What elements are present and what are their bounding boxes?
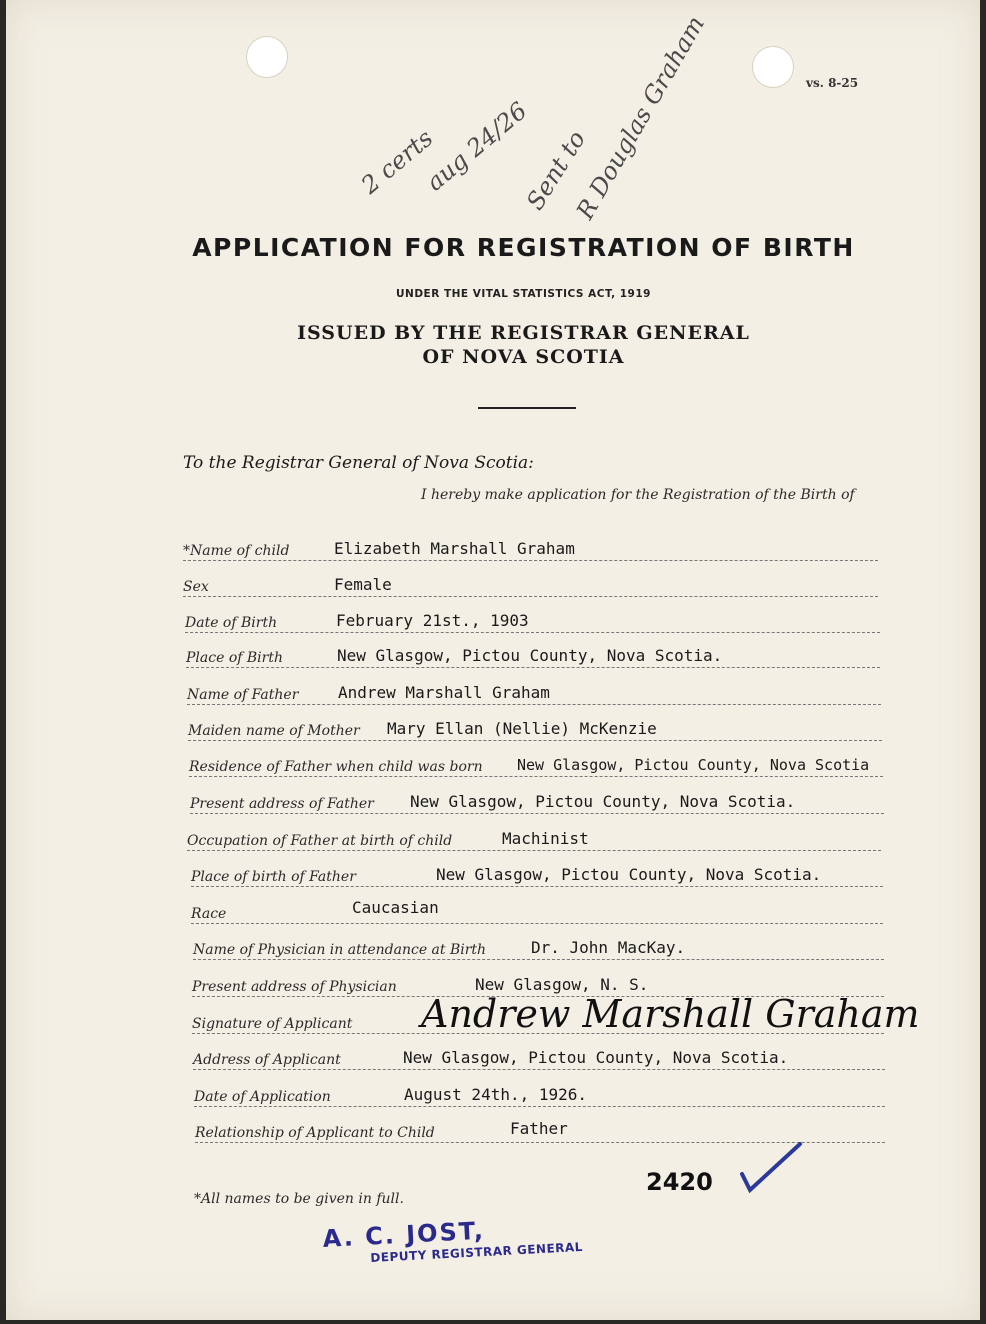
punch-hole-left <box>246 36 288 78</box>
handwritten-note-sent: Sent to <box>521 125 592 215</box>
form-title: APPLICATION FOR REGISTRATION OF BIRTH <box>192 233 855 262</box>
field-value: Female <box>331 575 395 594</box>
handwritten-note-date: aug 24/26 <box>421 96 533 197</box>
field-label: Present address of Physician <box>192 979 400 995</box>
field-place-of-birth <box>186 645 880 668</box>
field-value: New Glasgow, Pictou County, Nova Scotia <box>514 756 872 774</box>
field-label: Date of Application <box>194 1089 334 1105</box>
field-address-of-applicant <box>193 1047 885 1070</box>
field-label: Occupation of Father at birth of child <box>187 833 455 849</box>
field-value: New Glasgow, Pictou County, Nova Scotia. <box>334 646 725 665</box>
registration-number: 2420 <box>646 1168 713 1196</box>
field-label: *Name of child <box>183 543 292 559</box>
field-label: Present address of Father <box>190 796 377 812</box>
field-place-of-birth-of-father <box>191 864 883 887</box>
field-label: Residence of Father when child was born <box>189 759 486 775</box>
addressee: To the Registrar General of Nova Scotia: <box>183 453 534 473</box>
field-physician-name <box>193 937 884 960</box>
field-label: Place of Birth <box>186 650 286 666</box>
stamp-name: A. C. JOST, <box>322 1216 486 1253</box>
birth-registration-form <box>6 0 980 1320</box>
field-label: Place of birth of Father <box>191 869 359 885</box>
field-label: Name of Father <box>187 687 301 703</box>
checkmark-icon <box>738 1140 808 1196</box>
field-value: Mary Ellan (Nellie) McKenzie <box>384 719 660 738</box>
field-value: Andrew Marshall Graham <box>335 683 553 702</box>
field-residence-of-father <box>189 754 883 777</box>
field-value: New Glasgow, Pictou County, Nova Scotia. <box>407 792 798 811</box>
field-date-of-application <box>194 1084 885 1107</box>
handwritten-note-certs: 2 certs <box>356 124 439 200</box>
applicant-signature: Andrew Marshall Graham <box>421 992 920 1036</box>
intro-statement: I hereby make application for the Registration of the Birth of <box>421 487 855 503</box>
title-divider <box>478 407 576 409</box>
field-value: February 21st., 1903 <box>333 611 532 630</box>
field-label: Sex <box>183 579 212 595</box>
field-present-address-of-father <box>190 791 884 814</box>
form-code: vs. 8-25 <box>806 76 859 90</box>
form-subtitle: UNDER THE VITAL STATISTICS ACT, 1919 <box>396 288 651 300</box>
field-label: Race <box>191 906 229 922</box>
field-sex <box>183 574 878 597</box>
footnote: *All names to be given in full. <box>194 1191 404 1207</box>
field-value: New Glasgow, Pictou County, Nova Scotia. <box>400 1048 791 1067</box>
issued-by-line-1: ISSUED BY THE REGISTRAR GENERAL <box>297 322 750 344</box>
field-name-of-father <box>187 682 881 705</box>
handwritten-note-recipient: R Douglas Graham <box>571 11 711 225</box>
field-value: Caucasian <box>349 898 442 917</box>
field-value: Machinist <box>499 829 592 848</box>
field-maiden-name-of-mother <box>188 718 882 741</box>
field-value: New Glasgow, Pictou County, Nova Scotia. <box>433 865 824 884</box>
field-label: Relationship of Applicant to Child <box>195 1125 438 1141</box>
stamp-title: DEPUTY REGISTRAR GENERAL <box>370 1239 584 1265</box>
issued-by-line-2: OF NOVA SCOTIA <box>422 346 625 368</box>
field-race <box>191 898 883 924</box>
field-label: Date of Birth <box>185 615 280 631</box>
field-value: New Glasgow, N. S. <box>472 975 651 994</box>
field-label: Address of Applicant <box>193 1052 344 1068</box>
field-value: Elizabeth Marshall Graham <box>331 539 578 558</box>
field-occupation-of-father <box>187 828 881 851</box>
field-label: Signature of Applicant <box>192 1016 355 1032</box>
field-label: Name of Physician in attendance at Birth <box>193 942 489 958</box>
field-date-of-birth <box>185 610 880 633</box>
field-value: August 24th., 1926. <box>401 1085 590 1104</box>
field-label: Maiden name of Mother <box>188 723 363 739</box>
field-name-of-child <box>183 538 878 561</box>
punch-hole-right <box>752 46 794 88</box>
field-value: Father <box>507 1119 571 1138</box>
field-value: Dr. John MacKay. <box>528 938 688 957</box>
